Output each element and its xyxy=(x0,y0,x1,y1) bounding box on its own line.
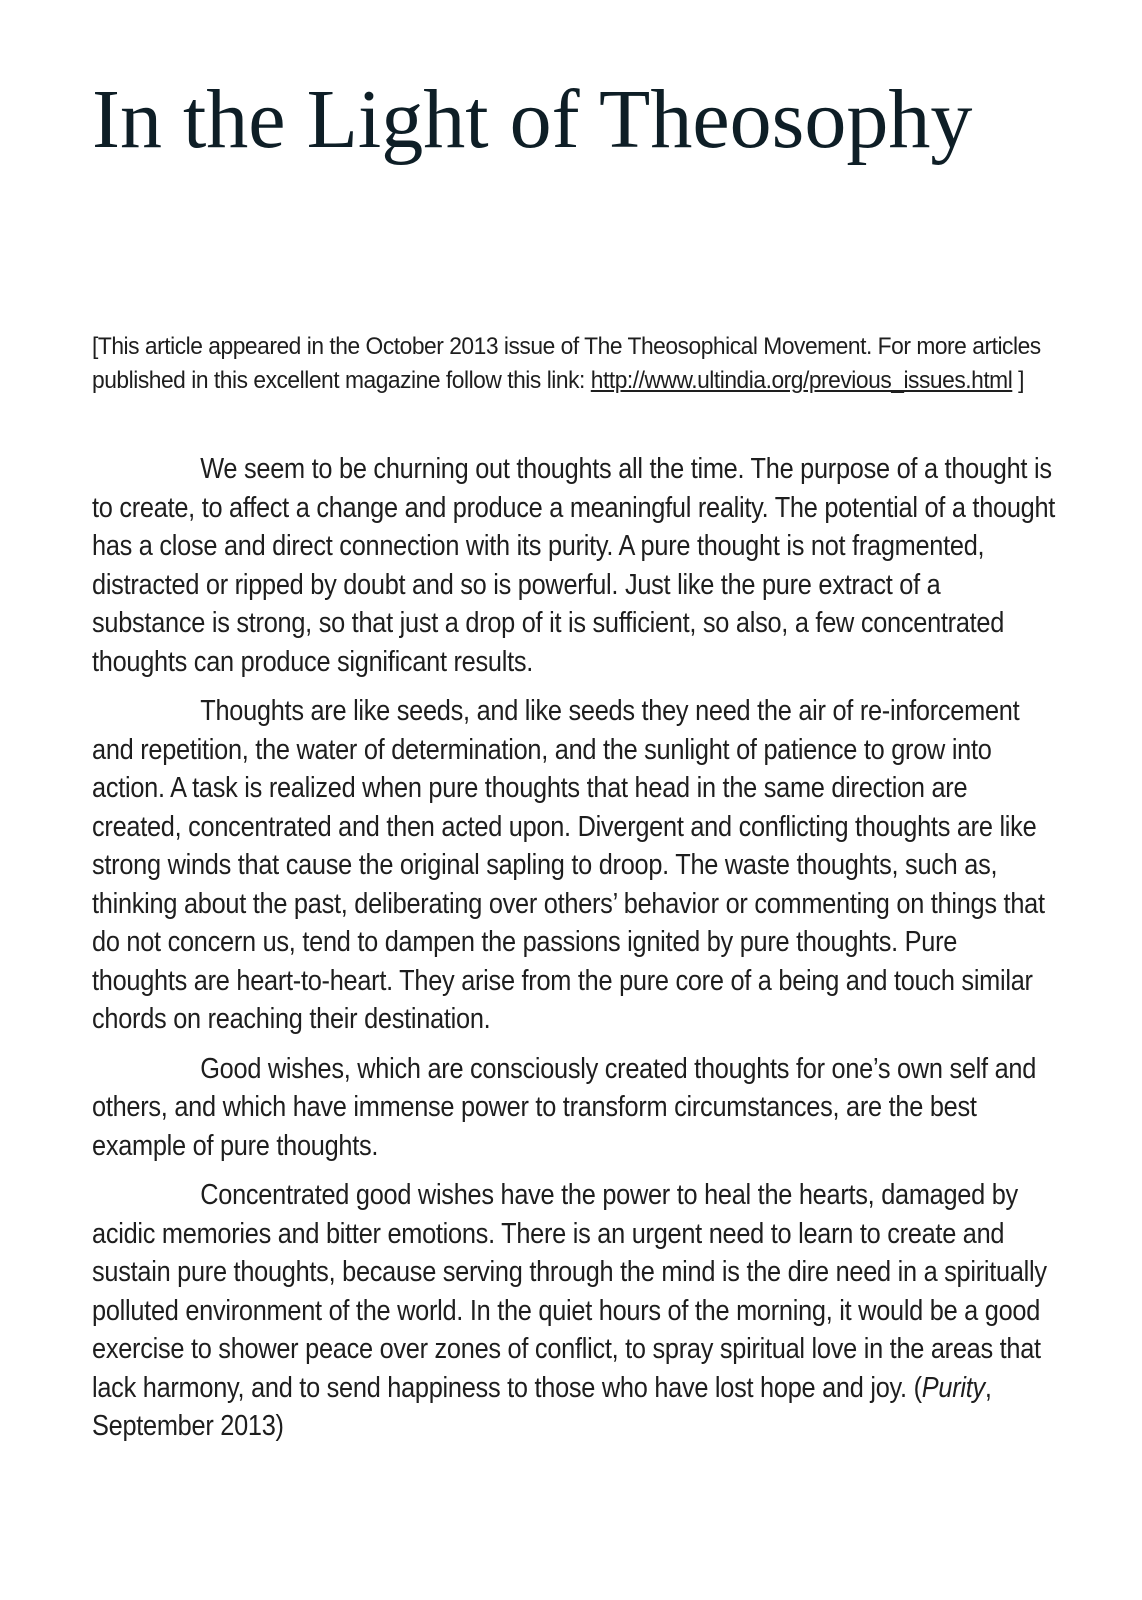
editor-note-closing: ] xyxy=(1012,367,1025,394)
page-title: In the Light of Theosophy xyxy=(92,73,973,166)
source-date: , September 2013) xyxy=(92,1371,992,1442)
article-paragraph-1: We seem to be churning out thoughts all the time. The purpose of a thought is to create, to affect a change and produce a meaningful reality. The potential of a thought has a close and direct connection with its purity. A pure thought is not fragmented, distracted or ripped by doubt and so is powerful. Just like the pure extract of a substance is strong, so that just a drop of it is sufficient, so also, a few concentrated thoughts can produce significant results. xyxy=(92,453,1056,678)
article-paragraph-4-text: Concentrated good wishes have the power to heal the hearts, damaged by acidic memories and bitter emotions. There is an urgent need to learn to create and sustain pure thoughts, because serving through the mind is the dire need in a spiritually polluted environment of the world. In the quiet hours of the morning, it would be a good exercise to shower peace over zones of conflict, to spray spiritual love in the areas that lack harmony, and to send happiness to those who have lost hope and joy. ( xyxy=(92,1179,1047,1404)
previous-issues-link[interactable]: http://www.ultindia.org/previous_issues.html xyxy=(590,367,1013,394)
source-title: Purity xyxy=(921,1371,985,1404)
article-paragraph-4 xyxy=(92,1176,1057,1446)
article-paragraph-2: Thoughts are like seeds, and like seeds they need the air of re-inforcement and repetition, the water of determination, and the sunlight of patience to grow into action. A task is realized when pure thoughts that head in the same direction are created, concentrated and then acted upon. Divergent and conflicting thoughts are like strong winds that cause the original sapling to droop. The waste thoughts, such as, thinking about the past, deliberating over others’ behavior or commenting on things that do not concern us, tend to dampen the passions ignited by pure thoughts. Pure thoughts are heart-to-heart. They arise from the pure core of a being and touch similar chords on reaching their destination. xyxy=(92,695,1045,1035)
editor-note xyxy=(92,330,1055,398)
editor-note-text: [This article appeared in the October 2013 issue of The Theosophical Movement. For more articles published in this excellent magazine follow this link: xyxy=(92,333,1041,394)
article-body xyxy=(92,450,1057,1457)
article-paragraph-3: Good wishes, which are consciously created thoughts for one’s own self and others, and which have immense power to transform circumstances, are the best example of pure thoughts. xyxy=(92,1052,1037,1162)
